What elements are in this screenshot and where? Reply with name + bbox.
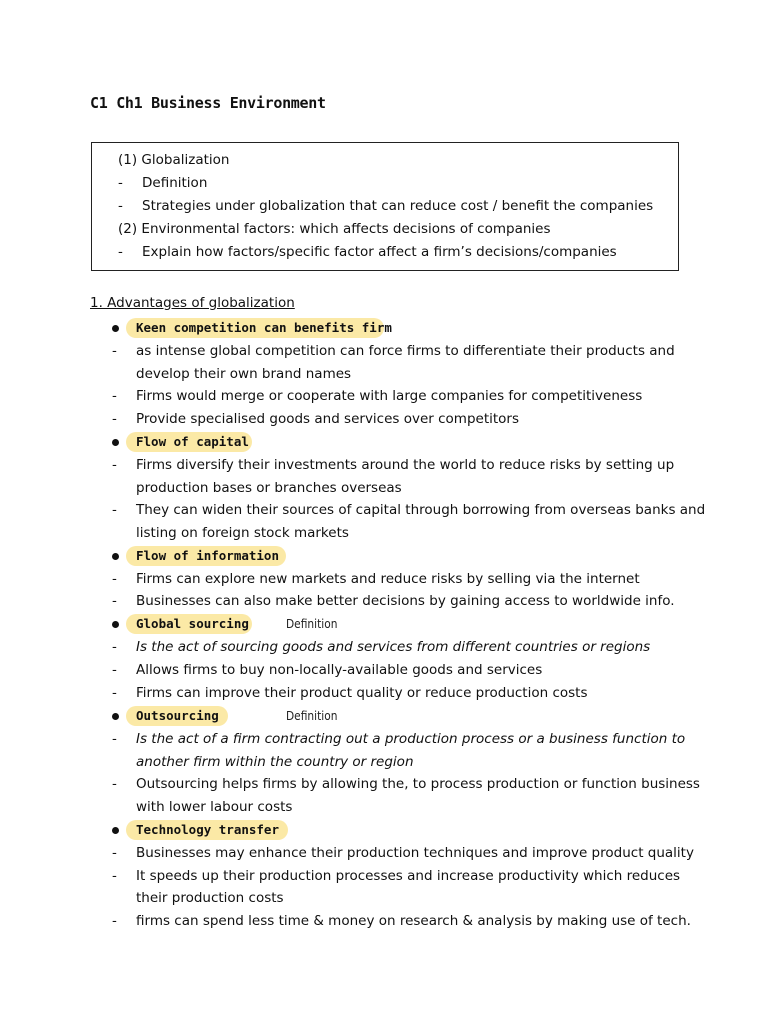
handwritten-note: Definition <box>286 616 338 631</box>
item-text: production bases or branches overseas <box>136 480 402 496</box>
bullet-label: Outsourcing <box>136 708 219 723</box>
dash-marker: - <box>112 776 117 792</box>
bullet-heading <box>0 317 768 339</box>
item-text: Outsourcing helps firms by allowing the, to process production or function business <box>136 776 700 792</box>
handwritten-note: Definition <box>286 708 338 723</box>
list-item-continuation <box>0 796 768 818</box>
list-item-continuation <box>0 887 768 909</box>
dash-marker: - <box>112 685 117 701</box>
summary-text: Strategies under globalization that can reduce cost / benefit the companies <box>142 198 654 214</box>
list-item-continuation <box>0 477 768 499</box>
item-text: Provide specialised goods and services over competitors <box>136 411 520 427</box>
list-item <box>0 910 768 932</box>
list-item <box>0 636 768 658</box>
dash-marker: - <box>112 343 117 359</box>
dash-marker: - <box>112 502 117 518</box>
bullet-label: Flow of information <box>136 548 279 563</box>
item-text: their production costs <box>136 890 284 906</box>
list-item <box>0 682 768 704</box>
summary-text: (2) Environmental factors: which affects decisions of companies <box>118 221 551 237</box>
item-text: as intense global competition can force firms to differentiate their products and <box>136 343 675 359</box>
bullet-icon <box>112 827 119 834</box>
item-text: another firm within the country or region <box>136 754 414 770</box>
list-item <box>0 568 768 590</box>
item-text: Allows firms to buy non-locally-available goods and services <box>136 662 543 678</box>
dash-marker: - <box>118 175 123 191</box>
list-item <box>0 842 768 864</box>
bullet-heading <box>0 431 768 453</box>
page-title: C1 Ch1 Business Environment <box>90 94 326 112</box>
item-text: Firms would merge or cooperate with large companies for competitiveness <box>136 388 643 404</box>
dash-marker: - <box>112 662 117 678</box>
dash-marker: - <box>112 913 117 929</box>
list-item <box>0 659 768 681</box>
summary-text: Explain how factors/specific factor affect a firm’s decisions/companies <box>142 244 617 260</box>
list-item <box>0 340 768 362</box>
item-text: listing on foreign stock markets <box>136 525 349 541</box>
list-item-continuation <box>0 751 768 773</box>
dash-marker: - <box>112 639 117 655</box>
item-text: with lower labour costs <box>136 799 293 815</box>
item-text: Is the act of sourcing goods and services from different countries or regions <box>136 639 651 655</box>
bullet-heading <box>0 705 768 727</box>
list-item <box>0 865 768 887</box>
item-text: Firms can explore new markets and reduce risks by selling via the internet <box>136 571 640 587</box>
list-item <box>0 454 768 476</box>
dash-marker: - <box>112 845 117 861</box>
list-item <box>0 385 768 407</box>
bullet-label: Technology transfer <box>136 822 279 837</box>
bullet-icon <box>112 325 119 332</box>
bullet-heading <box>0 819 768 841</box>
item-text: Firms can improve their product quality or reduce production costs <box>136 685 588 701</box>
dash-marker: - <box>118 198 123 214</box>
item-text: firms can spend less time & money on research & analysis by making use of tech. <box>136 913 691 929</box>
dash-marker: - <box>112 388 117 404</box>
item-text: Businesses may enhance their production techniques and improve product quality <box>136 845 694 861</box>
list-item-continuation <box>0 522 768 544</box>
bullet-icon <box>112 553 119 560</box>
dash-marker: - <box>112 411 117 427</box>
item-text: Is the act of a firm contracting out a production process or a business function to <box>136 731 686 747</box>
item-text: Businesses can also make better decisions by gaining access to worldwide info. <box>136 593 675 609</box>
list-item <box>0 773 768 795</box>
dash-marker: - <box>112 868 117 884</box>
list-item <box>0 408 768 430</box>
bullet-icon <box>112 621 119 628</box>
dash-marker: - <box>112 571 117 587</box>
dash-marker: - <box>118 244 123 260</box>
bullet-label: Global sourcing <box>136 616 249 631</box>
bullet-heading <box>0 613 768 635</box>
dash-marker: - <box>112 731 117 747</box>
item-text: It speeds up their production processes and increase productivity which reduces <box>136 868 681 884</box>
item-text: Firms diversify their investments around the world to reduce risks by setting up <box>136 457 675 473</box>
bullet-icon <box>112 439 119 446</box>
summary-text: Definition <box>142 175 208 191</box>
item-text: develop their own brand names <box>136 366 352 382</box>
summary-text: (1) Globalization <box>118 152 230 168</box>
dash-marker: - <box>112 457 117 473</box>
bullet-icon <box>112 713 119 720</box>
section-heading: 1. Advantages of globalization <box>90 295 295 311</box>
item-text: They can widen their sources of capital through borrowing from overseas banks and <box>136 502 706 518</box>
summary-box <box>91 142 679 270</box>
bullet-label: Flow of capital <box>136 434 249 449</box>
bullet-label: Keen competition can benefits firm <box>136 320 392 335</box>
bullet-heading <box>0 545 768 567</box>
list-item <box>0 499 768 521</box>
dash-marker: - <box>112 593 117 609</box>
list-item <box>0 728 768 750</box>
list-item <box>0 590 768 612</box>
list-item-continuation <box>0 363 768 385</box>
